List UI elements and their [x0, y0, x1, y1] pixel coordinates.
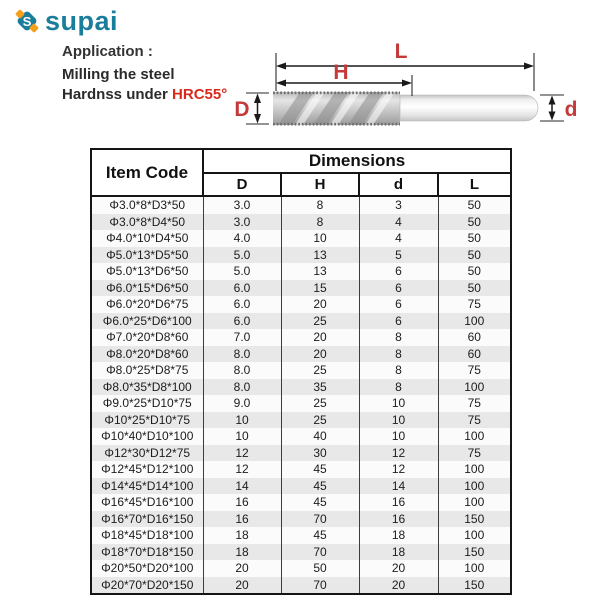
- cell-L: 60: [438, 329, 511, 346]
- application-block: [62, 42, 227, 105]
- item-code-cell: Φ4.0*10*D4*50: [91, 230, 203, 247]
- cell-d: 18: [359, 527, 438, 544]
- cell-H: 70: [281, 577, 359, 595]
- cell-d: 18: [359, 544, 438, 561]
- cell-D: 20: [203, 577, 281, 595]
- cell-D: 3.0: [203, 196, 281, 214]
- item-code-cell: Φ6.0*25*D6*100: [91, 313, 203, 330]
- cell-D: 8.0: [203, 362, 281, 379]
- cell-L: 100: [438, 461, 511, 478]
- item-code-header: Item Code: [91, 149, 203, 196]
- endmill-shank: [400, 95, 538, 121]
- cell-H: 25: [281, 395, 359, 412]
- table-row: [91, 280, 511, 297]
- cell-H: 10: [281, 230, 359, 247]
- cell-L: 50: [438, 280, 511, 297]
- table-row: [91, 263, 511, 280]
- table-row: [91, 577, 511, 595]
- cell-D: 6.0: [203, 313, 281, 330]
- item-code-cell: Φ10*40*D10*100: [91, 428, 203, 445]
- hardness-prefix: Hardnss under: [62, 86, 173, 103]
- col-header-d: d: [359, 173, 438, 196]
- cell-D: 14: [203, 478, 281, 495]
- cell-D: 4.0: [203, 230, 281, 247]
- item-code-cell: Φ20*70*D20*150: [91, 577, 203, 595]
- table-row: [91, 511, 511, 528]
- cell-D: 10: [203, 412, 281, 429]
- cell-d: 8: [359, 329, 438, 346]
- cell-D: 16: [203, 494, 281, 511]
- cell-H: 50: [281, 560, 359, 577]
- cell-H: 45: [281, 478, 359, 495]
- cell-H: 25: [281, 412, 359, 429]
- cell-H: 13: [281, 247, 359, 264]
- application-line1: Milling the steel: [62, 66, 175, 83]
- cell-d: 20: [359, 560, 438, 577]
- cell-L: 75: [438, 395, 511, 412]
- item-code-cell: Φ16*70*D16*150: [91, 511, 203, 528]
- table-row: [91, 395, 511, 412]
- cell-L: 50: [438, 214, 511, 231]
- cell-H: 45: [281, 461, 359, 478]
- item-code-cell: Φ8.0*20*D8*60: [91, 346, 203, 363]
- cell-L: 100: [438, 379, 511, 396]
- cell-D: 18: [203, 544, 281, 561]
- table-row: [91, 560, 511, 577]
- cell-d: 6: [359, 263, 438, 280]
- cell-H: 8: [281, 214, 359, 231]
- table-row: [91, 214, 511, 231]
- item-code-cell: Φ3.0*8*D4*50: [91, 214, 203, 231]
- dim-label-L: L: [394, 40, 408, 63]
- cell-L: 100: [438, 428, 511, 445]
- cell-L: 50: [438, 247, 511, 264]
- cell-L: 75: [438, 362, 511, 379]
- cell-d: 10: [359, 428, 438, 445]
- table-row: [91, 196, 511, 214]
- item-code-cell: Φ8.0*25*D8*75: [91, 362, 203, 379]
- cell-D: 12: [203, 461, 281, 478]
- cell-d: 10: [359, 395, 438, 412]
- cell-d: 6: [359, 313, 438, 330]
- cell-d: 8: [359, 362, 438, 379]
- cell-d: 4: [359, 214, 438, 231]
- dim-L-arrow: [276, 63, 534, 70]
- cell-L: 100: [438, 494, 511, 511]
- table-row: [91, 329, 511, 346]
- dim-label-D: D: [234, 98, 250, 121]
- cell-d: 4: [359, 230, 438, 247]
- endmill-diagram: [233, 38, 600, 142]
- cell-D: 5.0: [203, 263, 281, 280]
- item-code-cell: Φ20*50*D20*100: [91, 560, 203, 577]
- cell-H: 25: [281, 313, 359, 330]
- table-row: [91, 544, 511, 561]
- cell-d: 5: [359, 247, 438, 264]
- item-code-cell: Φ12*30*D12*75: [91, 445, 203, 462]
- cell-D: 7.0: [203, 329, 281, 346]
- item-code-cell: Φ16*45*D16*100: [91, 494, 203, 511]
- cell-L: 60: [438, 346, 511, 363]
- item-code-cell: Φ5.0*13*D6*50: [91, 263, 203, 280]
- application-line2: [62, 85, 227, 105]
- cell-H: 30: [281, 445, 359, 462]
- item-code-cell: Φ7.0*20*D8*60: [91, 329, 203, 346]
- cell-H: 8: [281, 196, 359, 214]
- cell-L: 100: [438, 527, 511, 544]
- cell-D: 8.0: [203, 379, 281, 396]
- cell-H: 25: [281, 362, 359, 379]
- cell-L: 75: [438, 445, 511, 462]
- brand-logo-icon: [13, 7, 41, 35]
- cell-d: 12: [359, 461, 438, 478]
- cell-d: 16: [359, 511, 438, 528]
- item-code-cell: Φ6.0*15*D6*50: [91, 280, 203, 297]
- cell-H: 70: [281, 544, 359, 561]
- cell-D: 6.0: [203, 280, 281, 297]
- cell-d: 6: [359, 296, 438, 313]
- table-row: [91, 494, 511, 511]
- cell-d: 3: [359, 196, 438, 214]
- cell-L: 75: [438, 412, 511, 429]
- dimensions-header: Dimensions: [203, 149, 511, 173]
- cell-H: 20: [281, 296, 359, 313]
- cell-D: 10: [203, 428, 281, 445]
- cell-d: 10: [359, 412, 438, 429]
- cell-H: 35: [281, 379, 359, 396]
- cell-H: 20: [281, 346, 359, 363]
- item-code-cell: Φ5.0*13*D5*50: [91, 247, 203, 264]
- item-code-cell: Φ6.0*20*D6*75: [91, 296, 203, 313]
- table-row: [91, 346, 511, 363]
- cell-H: 13: [281, 263, 359, 280]
- cell-D: 16: [203, 511, 281, 528]
- table-row: [91, 296, 511, 313]
- cell-L: 100: [438, 313, 511, 330]
- cell-L: 150: [438, 511, 511, 528]
- dim-label-H: H: [333, 61, 349, 84]
- cell-L: 50: [438, 196, 511, 214]
- item-code-cell: Φ12*45*D12*100: [91, 461, 203, 478]
- cell-L: 50: [438, 230, 511, 247]
- item-code-cell: Φ18*45*D18*100: [91, 527, 203, 544]
- cell-d: 16: [359, 494, 438, 511]
- cell-D: 20: [203, 560, 281, 577]
- col-header-L: L: [438, 173, 511, 196]
- dimensions-table: [90, 148, 512, 595]
- item-code-cell: Φ10*25*D10*75: [91, 412, 203, 429]
- item-code-cell: Φ3.0*8*D3*50: [91, 196, 203, 214]
- cell-L: 75: [438, 296, 511, 313]
- table-row: [91, 412, 511, 429]
- table-row: [91, 527, 511, 544]
- hardness-value: HRC55°: [172, 86, 228, 103]
- cell-H: 15: [281, 280, 359, 297]
- cell-L: 150: [438, 544, 511, 561]
- cell-D: 9.0: [203, 395, 281, 412]
- cell-H: 45: [281, 494, 359, 511]
- cell-H: 45: [281, 527, 359, 544]
- cell-d: 14: [359, 478, 438, 495]
- cell-L: 100: [438, 560, 511, 577]
- dim-label-d: d: [564, 98, 578, 121]
- table-row: [91, 362, 511, 379]
- cell-d: 8: [359, 379, 438, 396]
- dim-d-arrow: [540, 95, 564, 121]
- col-header-D: D: [203, 173, 281, 196]
- cell-D: 6.0: [203, 296, 281, 313]
- table-row: [91, 247, 511, 264]
- cell-D: 18: [203, 527, 281, 544]
- col-header-H: H: [281, 173, 359, 196]
- cell-H: 70: [281, 511, 359, 528]
- cell-H: 40: [281, 428, 359, 445]
- cell-d: 20: [359, 577, 438, 595]
- item-code-cell: Φ9.0*25*D10*75: [91, 395, 203, 412]
- application-title: Application :: [62, 43, 153, 60]
- cell-D: 12: [203, 445, 281, 462]
- cell-L: 150: [438, 577, 511, 595]
- brand-logo: [13, 7, 118, 35]
- table-row: [91, 313, 511, 330]
- cell-D: 3.0: [203, 214, 281, 231]
- table-row: [91, 230, 511, 247]
- table-row: [91, 379, 511, 396]
- table-body: [91, 196, 511, 594]
- cell-H: 20: [281, 329, 359, 346]
- cell-L: 100: [438, 478, 511, 495]
- cell-d: 6: [359, 280, 438, 297]
- table-row: [91, 445, 511, 462]
- item-code-cell: Φ14*45*D14*100: [91, 478, 203, 495]
- item-code-cell: Φ18*70*D18*150: [91, 544, 203, 561]
- cell-L: 50: [438, 263, 511, 280]
- svg-text:S: S: [22, 14, 32, 30]
- table-row: [91, 461, 511, 478]
- cell-D: 5.0: [203, 247, 281, 264]
- cell-D: 8.0: [203, 346, 281, 363]
- endmill-flutes: [273, 92, 400, 125]
- cell-d: 12: [359, 445, 438, 462]
- table-row: [91, 428, 511, 445]
- brand-name: supai: [45, 6, 119, 36]
- item-code-cell: Φ8.0*35*D8*100: [91, 379, 203, 396]
- table-head: [91, 149, 511, 196]
- table-row: [91, 478, 511, 495]
- cell-d: 8: [359, 346, 438, 363]
